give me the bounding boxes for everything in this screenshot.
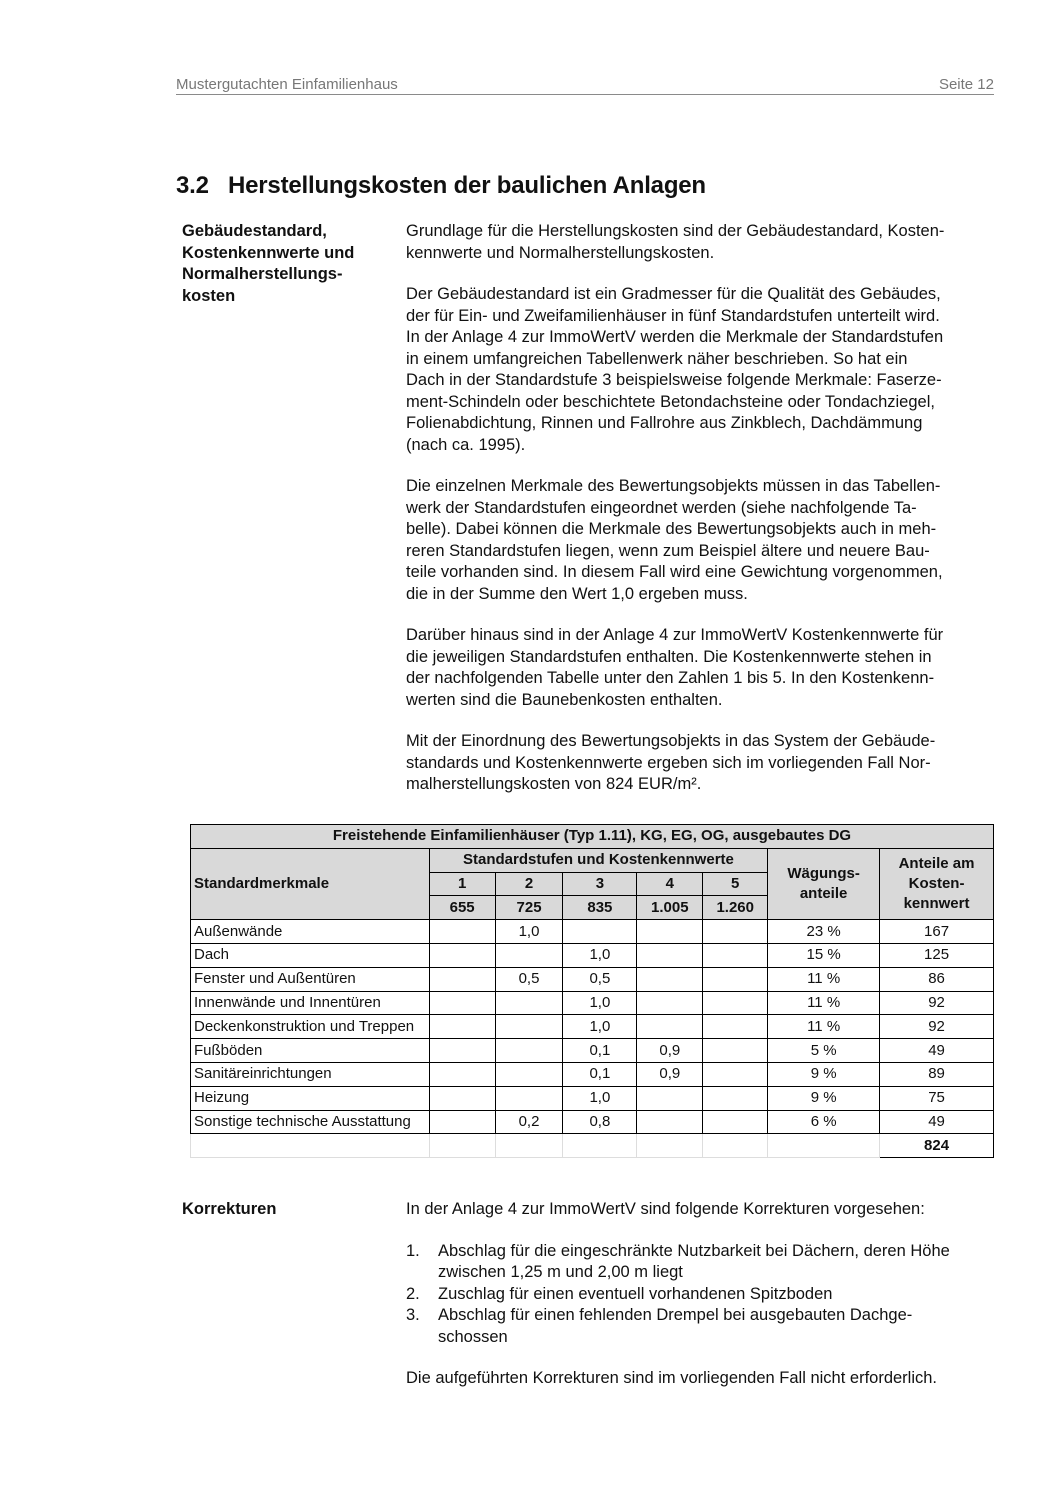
stufe-cell [637,1086,703,1110]
stufe-cell [495,1015,563,1039]
stufe-cell [703,920,768,944]
stufe-cell [429,920,495,944]
stufe-cell [495,991,563,1015]
stufe-cell [429,1039,495,1063]
stufe-cell [429,1086,495,1110]
paragraph: Darüber hinaus sind in der Anlage 4 zur ImmoWertV Kostenkennwerte für die jeweiligen Standardstufen enthalten. Die Kostenkennwerte stehen in der nachfolgenden Tabelle unter den Zahlen 1 bis 5. In den Kostenkenn- werten sind die Baunebenkosten enthalten. [406,626,944,709]
waegung-cell: 5 % [768,1039,880,1063]
waegung-cell: 9 % [768,1062,880,1086]
kennwert-header: 655 [429,896,495,920]
stufe-cell: 0,9 [637,1039,703,1063]
stufe-cell [429,1062,495,1086]
table-row [191,1086,994,1110]
stufe-header: 4 [637,872,703,896]
list-number: 1. [406,1241,420,1260]
list-number: 3. [406,1306,420,1324]
stufe-cell [703,1110,768,1134]
korrekturen-outro: Die aufgeführten Korrekturen sind im vorliegenden Fall nicht erforderlich. [406,1369,938,1387]
header-standardmerkmale: Standardmerkmale [191,848,430,919]
stufe-cell [429,1015,495,1039]
anteil-cell: 49 [880,1039,994,1063]
stufe-cell: 0,5 [495,967,563,991]
merkmal-name: Fußböden [191,1039,430,1063]
stufe-cell [429,1110,495,1134]
stufe-cell [703,1062,768,1086]
list-text: Zuschlag für einen eventuell vorhandenen Spitzboden [438,1284,833,1303]
kennwert-header: 1.260 [703,896,768,920]
stufe-cell: 0,1 [563,1039,637,1063]
empty-cell [563,1134,637,1158]
stufe-cell [637,943,703,967]
stufe-cell [637,920,703,944]
document-title: Mustergutachten Einfamilienhaus [176,76,398,93]
stufe-cell [703,1015,768,1039]
empty-cell [637,1134,703,1158]
section-title: Herstellungskosten der baulichen Anlagen [228,172,706,199]
stufe-header: 2 [495,872,563,896]
anteil-cell: 49 [880,1110,994,1134]
stufe-cell: 0,5 [563,967,637,991]
stufe-cell [637,1110,703,1134]
section-number: 3.2 [176,172,209,199]
anteil-cell: 92 [880,1015,994,1039]
paragraph: Der Gebäudestandard ist ein Gradmesser für die Qualität des Gebäudes, der für Ein- und Zweifamilienhäuser in fünf Standardstufen unterteilt wird. In der Anlage 4 zur ImmoWertV werden die Merkmale der Standardstufen in einem umfangreichen Tabellenwerk näher beschrieben. So hat ein Dach in der Standardstufe 3 beispielsweise folgende Merkmale: Faserze- ment-Schindeln oder beschichtete Betondachsteine oder Tondachziegel, Folienabdichtung, Rinnen und Fallrohre aus Zinkblech, Dachdämmung (nach ca. 1995). [406,285,944,454]
list-item [406,1241,998,1284]
stufe-cell: 1,0 [563,1086,637,1110]
stufe-cell [703,1086,768,1110]
stufe-cell: 1,0 [563,991,637,1015]
stufe-cell [637,967,703,991]
body-text [406,221,998,816]
paragraph: Mit der Einordnung des Bewertungsobjekts in das System der Gebäude- standards und Kostenkennwerte ergeben sich im vorliegenden Fall Nor- malherstellungskosten von 824 EUR/m². [406,732,936,793]
cost-table [190,824,994,1158]
section-heading [176,172,706,200]
empty-cell [429,1134,495,1158]
empty-cell [495,1134,563,1158]
stufe-cell [429,943,495,967]
page-number: Seite 12 [938,76,994,93]
waegung-cell: 11 % [768,967,880,991]
empty-cell [191,1134,430,1158]
table-title: Freistehende Einfamilienhäuser (Typ 1.11), KG, EG, OG, ausgebautes DG [191,825,994,849]
waegung-cell: 9 % [768,1086,880,1110]
anteil-cell: 86 [880,967,994,991]
merkmal-name: Heizung [191,1086,430,1110]
stufe-header: 5 [703,872,768,896]
stufe-cell [563,920,637,944]
list-item [406,1305,998,1348]
waegung-cell: 11 % [768,1015,880,1039]
anteil-cell: 125 [880,943,994,967]
page-header [176,74,994,95]
merkmal-name: Innenwände und Innentüren [191,991,430,1015]
table-row [191,967,994,991]
stufe-cell [495,1062,563,1086]
kennwert-header: 725 [495,896,563,920]
stufe-header: 1 [429,872,495,896]
header-anteile: Anteile am Kosten- kennwert [880,848,994,919]
stufe-cell [637,1015,703,1039]
stufe-cell [429,991,495,1015]
table-row [191,920,994,944]
empty-cell [703,1134,768,1158]
stufe-cell [429,967,495,991]
total-value: 824 [880,1134,994,1158]
merkmal-name: Fenster und Außentüren [191,967,430,991]
anteil-cell: 92 [880,991,994,1015]
list-item [406,1284,998,1306]
table-body [191,920,994,1134]
anteil-cell: 89 [880,1062,994,1086]
korrekturen-intro: In der Anlage 4 zur ImmoWertV sind folgende Korrekturen vorgesehen: [406,1200,925,1218]
table-row [191,1039,994,1063]
table-row [191,991,994,1015]
side-label-korrekturen: Korrekturen [182,1200,277,1218]
table-row [191,1015,994,1039]
merkmal-name: Sanitäreinrichtungen [191,1062,430,1086]
header-waegungsanteile: Wägungs- anteile [768,848,880,919]
list-text: Abschlag für die eingeschränkte Nutzbarkeit bei Dächern, deren Höhe zwischen 1,25 m und 2,00 m liegt [438,1241,950,1281]
stufe-cell [495,943,563,967]
table-row [191,1062,994,1086]
waegung-cell: 23 % [768,920,880,944]
list-text: Abschlag für einen fehlenden Drempel bei ausgebauten Dachge- schossen [438,1306,913,1346]
stufe-cell: 1,0 [563,943,637,967]
stufe-cell: 0,1 [563,1062,637,1086]
stufe-cell [495,1086,563,1110]
stufe-cell: 0,9 [637,1062,703,1086]
table-row [191,1110,994,1134]
stufe-cell: 0,2 [495,1110,563,1134]
paragraph: Grundlage für die Herstellungskosten sind der Gebäudestandard, Kosten- kennwerte und Normalherstellungskosten. [406,222,945,262]
stufe-cell [703,991,768,1015]
korrekturen-list [406,1241,998,1349]
anteil-cell: 167 [880,920,994,944]
side-label-gebaeudestandard: Gebäudestandard, Kostenkennwerte und Normalherstellungs- kosten [182,222,355,305]
waegung-cell: 15 % [768,943,880,967]
merkmal-name: Sonstige technische Ausstattung [191,1110,430,1134]
stufe-cell [495,1039,563,1063]
waegung-cell: 6 % [768,1110,880,1134]
table-row [191,943,994,967]
list-number: 2. [406,1284,420,1303]
waegung-cell: 11 % [768,991,880,1015]
paragraph: Die einzelnen Merkmale des Bewertungsobjekts müssen in das Tabellen- werk der Standardstufen eingeordnet werden (siehe nachfolgende Ta- belle). Dabei können die Merkmale des Bewertungsobjekts auch in meh- reren Standardstufen liegen, wenn zum Beispiel ältere und neuere Bau- teile vorhanden sind. In diesem Fall wird eine Gewichtung vorgenommen, die in der Summe den Wert 1,0 ergeben muss. [406,477,943,603]
stufe-cell: 1,0 [563,1015,637,1039]
merkmal-name: Dach [191,943,430,967]
kennwert-header: 835 [563,896,637,920]
empty-cell [768,1134,880,1158]
merkmal-name: Deckenkonstruktion und Treppen [191,1015,430,1039]
kennwert-header: 1.005 [637,896,703,920]
anteil-cell: 75 [880,1086,994,1110]
stufe-cell [703,967,768,991]
stufe-cell [703,943,768,967]
stufe-header: 3 [563,872,637,896]
stufe-cell: 1,0 [495,920,563,944]
korrekturen-text [406,1199,998,1410]
header-standardstufen: Standardstufen und Kostenkennwerte [429,848,767,872]
stufe-cell: 0,8 [563,1110,637,1134]
stufe-cell [703,1039,768,1063]
stufe-cell [637,991,703,1015]
merkmal-name: Außenwände [191,920,430,944]
